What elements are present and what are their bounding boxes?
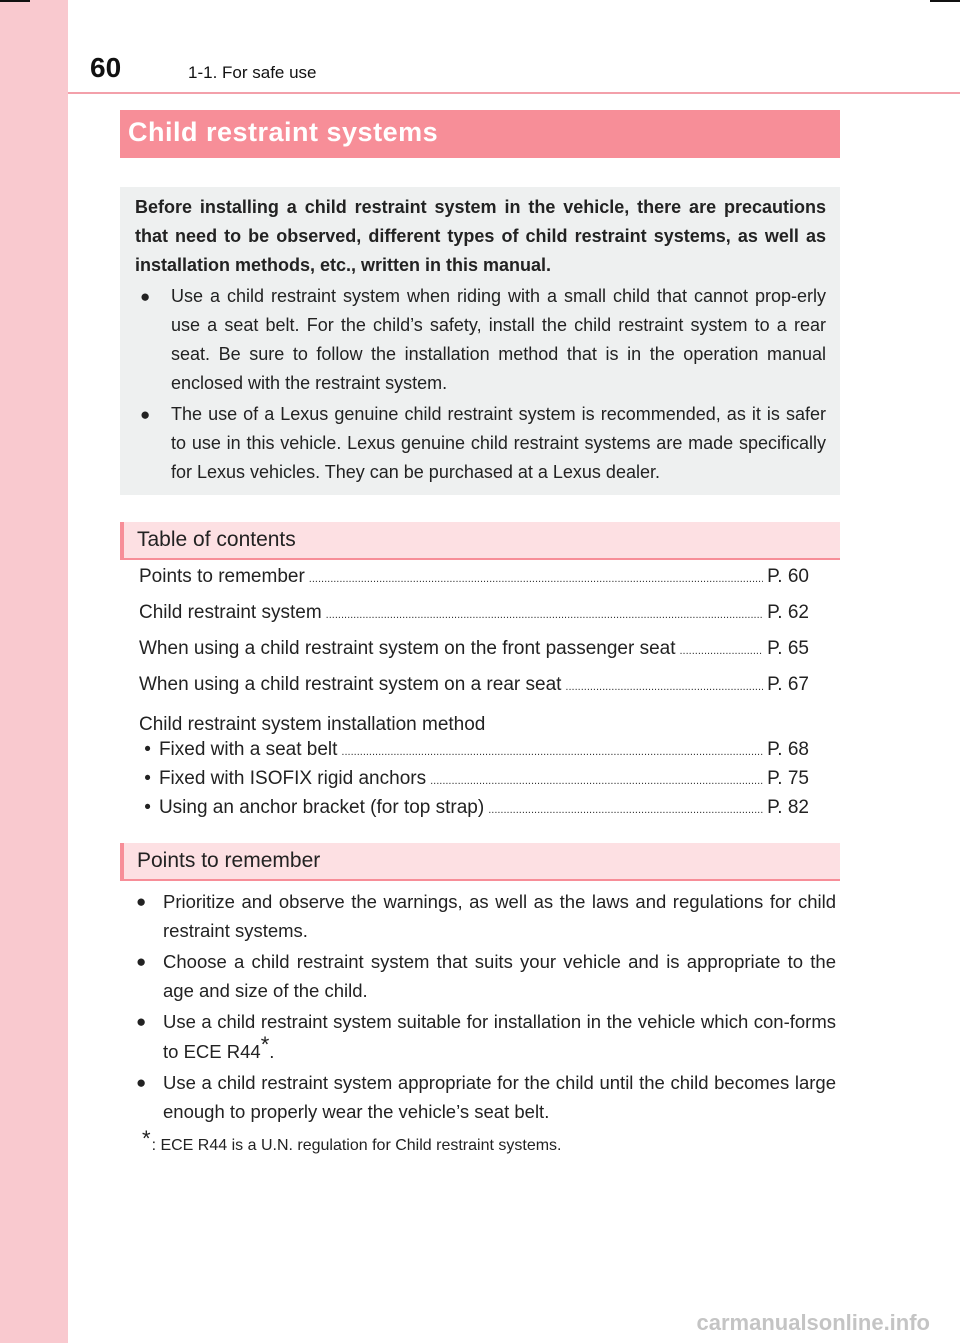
toc-leader [565, 681, 763, 693]
toc-leader [341, 746, 763, 758]
intro-lead: Before installing a child restraint system in the vehicle, there are precautions that need to be observed, different types of child restraint systems, as well as installation methods, etc., written in this manual. [135, 197, 826, 275]
points-bullet [130, 1007, 836, 1066]
sub-bullet-icon: • [144, 768, 151, 789]
toc-item-label: Child restraint system [139, 602, 322, 623]
points-heading: Points to remember [120, 843, 840, 881]
toc-item-label: When using a child restraint system on the front passenger seat [139, 638, 676, 659]
toc-item-page: P. 68 [767, 739, 809, 760]
footnote-text: : ECE R44 is a U.N. regulation for Child restraint systems. [151, 1137, 562, 1154]
toc-item-child-restraint-system[interactable] [139, 602, 809, 638]
bullet-icon: ● [140, 405, 151, 424]
table-of-contents [139, 566, 809, 826]
header-rule [68, 92, 960, 94]
toc-subitem-label: Using an anchor bracket (for top strap) [158, 797, 485, 818]
toc-item-label: When using a child restraint system on a rear seat [139, 674, 562, 695]
intro-bullet [135, 400, 826, 487]
bullet-icon: ● [140, 287, 151, 306]
toc-subitem-text [139, 797, 484, 819]
toc-item-rear-seat[interactable] [139, 674, 809, 710]
watermark: carmanualsonline.info [696, 1310, 930, 1335]
points-bullet-text: Use a child restraint system suitable for installation in the vehicle which con-forms to ECE R44 [163, 1011, 836, 1062]
toc-subitem-label: Fixed with ISOFIX rigid anchors [158, 768, 427, 789]
points-bullet [130, 887, 836, 945]
toc-subitem-isofix[interactable] [139, 768, 809, 797]
bullet-icon: ● [136, 892, 147, 911]
toc-leader [309, 573, 763, 585]
footnote-asterisk: * [260, 1032, 270, 1057]
left-margin-strip [0, 0, 68, 1343]
toc-item-page: P. 75 [767, 768, 809, 789]
toc-group-label: Child restraint system installation method [139, 714, 486, 735]
crop-mark-left [0, 0, 30, 2]
points-bullet-suffix: . [269, 1041, 275, 1062]
toc-item-page: P. 60 [767, 566, 809, 587]
points-bullet-text: Choose a child restraint system that suits your vehicle and is appropriate to the age and size of the child. [163, 951, 836, 1001]
points-bullet-text: Prioritize and observe the warnings, as well as the laws and regulations for child restraint systems. [163, 891, 836, 941]
intro-bullet [135, 282, 826, 398]
bullet-icon: ● [136, 1012, 147, 1031]
section-header: 1-1. For safe use [188, 63, 317, 82]
toc-item-page: P. 67 [767, 674, 809, 695]
footnote-star: * [142, 1126, 151, 1151]
intro-bullet-text: The use of a Lexus genuine child restraint system is recommended, as it is safer to use in this vehicle. Lexus genuine child restraint systems are made specifically for Lexus vehicles. They can be purchased at a Lexus dealer. [171, 404, 826, 482]
toc-leader [430, 775, 763, 787]
footnote [142, 1126, 562, 1156]
toc-item-label: Points to remember [139, 566, 305, 587]
toc-item-page: P. 62 [767, 602, 809, 623]
points-bullet [130, 947, 836, 1005]
bullet-icon: ● [136, 1073, 147, 1092]
intro-box [120, 187, 840, 495]
points-bullet [130, 1068, 836, 1126]
toc-leader [680, 645, 764, 657]
page-number: 60 [90, 52, 122, 83]
toc-leader [488, 804, 763, 816]
crop-mark-right [930, 0, 960, 2]
toc-subitem-anchor-bracket[interactable] [139, 797, 809, 826]
toc-heading: Table of contents [120, 522, 840, 560]
toc-item-page: P. 65 [767, 638, 809, 659]
toc-item-page: P. 82 [767, 797, 809, 818]
toc-subitem-label: Fixed with a seat belt [158, 739, 338, 760]
page-title: Child restraint systems [120, 110, 840, 158]
sub-bullet-icon: • [144, 739, 151, 760]
points-bullet-text: Use a child restraint system appropriate for the child until the child becomes large enough to properly wear the vehicle’s seat belt. [163, 1072, 836, 1122]
sub-bullet-icon: • [144, 797, 151, 818]
toc-item-points-to-remember[interactable] [139, 566, 809, 602]
intro-bullet-text: Use a child restraint system when riding with a small child that cannot prop-erly use a seat belt. For the child’s safety, install the child restraint system to a rear seat. Be sure to follow the installation method that is in the operation manual enclosed with the restraint system. [171, 286, 826, 393]
toc-leader [326, 609, 763, 621]
points-list [130, 887, 836, 1128]
bullet-icon: ● [136, 952, 147, 971]
toc-subitem-text [139, 768, 426, 790]
toc-item-front-passenger-seat[interactable] [139, 638, 809, 674]
toc-subitem-seat-belt[interactable] [139, 739, 809, 768]
toc-subitem-text [139, 739, 337, 761]
